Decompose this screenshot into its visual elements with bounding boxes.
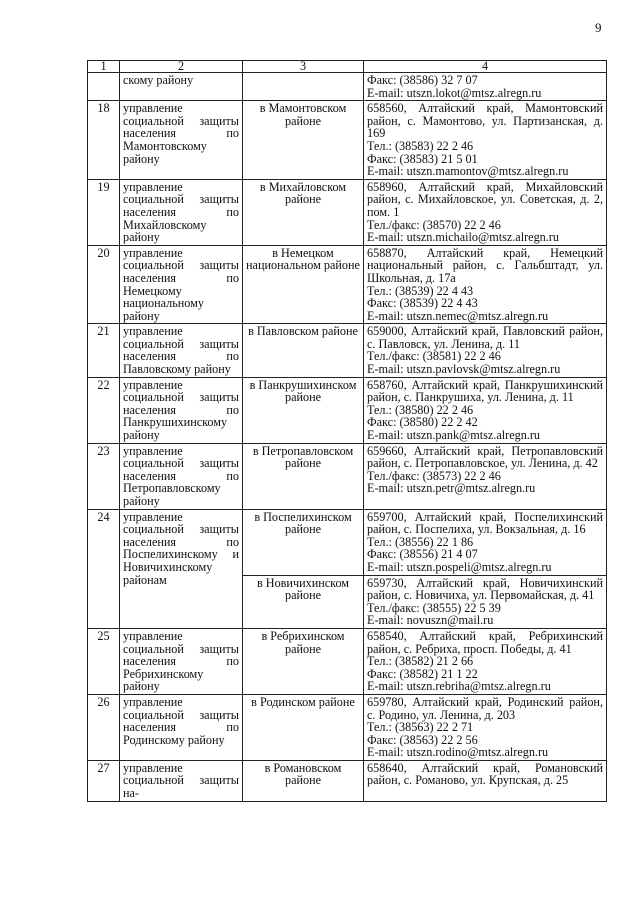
contact-details — [364, 760, 607, 801]
district-name: в Родинском районе — [243, 694, 364, 760]
row-number: 19 — [88, 179, 120, 245]
organization-name: управление социальной защиты населения по Павловскому району — [120, 324, 243, 377]
row-number: 26 — [88, 694, 120, 760]
organization-name: управление социальной защиты населения по Родинскому району — [120, 694, 243, 760]
district-name: в Панкрушихинском районе — [243, 377, 364, 443]
contact-line: 659660, Алтайский край, Петропавловский район, с. Петропавловское, ул. Ленина, д. 42 — [367, 443, 603, 471]
contact-line: 659780, Алтайский край, Родинский район, с. Родино, ул. Ленина, д. 203 — [367, 694, 603, 722]
contact-line: E-mail: utszn.pospeli@mtsz.alregn.ru — [367, 559, 552, 574]
table-row — [88, 443, 607, 509]
contact-line: E-mail: utszn.rodino@mtsz.alregn.ru — [367, 745, 549, 760]
contact-line: E-mail: utszn.mamontov@mtsz.alregn.ru — [367, 164, 569, 179]
contact-line: Тел.: (38582) 21 2 66 — [367, 654, 474, 669]
contact-line: Тел.: (38556) 22 1 86 — [367, 534, 474, 549]
contact-line: Факс: (38586) 32 7 07 — [367, 73, 478, 87]
contact-details — [364, 73, 607, 101]
contact-details — [364, 575, 607, 628]
district-name — [243, 73, 364, 101]
header-col-1: 1 — [88, 61, 120, 73]
table-row — [88, 179, 607, 245]
table-row — [88, 377, 607, 443]
contact-details — [364, 324, 607, 377]
table-row — [88, 101, 607, 180]
contact-line: E-mail: utszn.pavlovsk@mtsz.alregn.ru — [367, 362, 561, 377]
contact-line: Тел./факс: (38573) 22 2 46 — [367, 468, 501, 483]
contact-line: 659730, Алтайский край, Новичихинский район, с. Новичиха, ул. Первомайская, д. 41 — [367, 575, 603, 603]
header-col-2: 2 — [120, 61, 243, 73]
contact-line: Тел.: (38583) 22 2 46 — [367, 138, 474, 153]
district-name: в Михайловском районе — [243, 179, 364, 245]
organization-name: управление социальной защиты населения по Михайловскому району — [120, 179, 243, 245]
contact-line: Тел.: (38539) 22 4 43 — [367, 283, 474, 298]
row-number: 24 — [88, 509, 120, 628]
row-number: 25 — [88, 628, 120, 694]
organization-name: управление социальной защиты населения по Петропавловскому району — [120, 443, 243, 509]
header-col-3: 3 — [243, 61, 364, 73]
organization-name: управление социальной защиты населения по Мамонтовскому району — [120, 101, 243, 180]
contact-line: 658760, Алтайский край, Панкрушихинский район, с. Панкрушиха, ул. Ленина, д. 11 — [367, 377, 603, 405]
contact-line: 658960, Алтайский край, Михайловский район, с. Михайловское, ул. Советская, д. 2, пом. 1 — [367, 179, 603, 219]
contact-line: E-mail: novuszn@mail.ru — [367, 613, 494, 628]
organization-name: управление социальной защиты населения по Немецкому национальному району — [120, 245, 243, 324]
contact-line: Факс: (38539) 22 4 43 — [367, 296, 478, 311]
registry-table — [87, 60, 607, 802]
contact-line: 658540, Алтайский край, Ребрихинский район, с. Ребриха, просп. Победы, д. 41 — [367, 628, 603, 656]
contact-line: Факс: (38583) 21 5 01 — [367, 151, 478, 166]
contact-line: 659700, Алтайский край, Поспелихинский район, с. Поспелиха, ул. Вокзальная, д. 16 — [367, 509, 603, 537]
district-name: в Романовском районе — [243, 760, 364, 801]
contact-details — [364, 628, 607, 694]
row-number: 22 — [88, 377, 120, 443]
district-name: в Новичихинском районе — [243, 575, 364, 628]
contact-details — [364, 245, 607, 324]
row-number: 21 — [88, 324, 120, 377]
contact-line: E-mail: utszn.nemec@mtsz.alregn.ru — [367, 308, 549, 323]
contact-line: Факс: (38580) 22 2 42 — [367, 415, 478, 430]
contact-details — [364, 377, 607, 443]
contact-line: Факс: (38582) 21 1 22 — [367, 666, 478, 681]
table-row — [88, 694, 607, 760]
contact-line: 658560, Алтайский край, Мамонтовский район, с. Мамонтово, ул. Партизанская, д. 169 — [367, 101, 603, 141]
page-number: 9 — [595, 20, 602, 35]
contact-line: Факс: (38556) 21 4 07 — [367, 547, 478, 562]
row-number: 27 — [88, 760, 120, 801]
contact-line: Тел.: (38563) 22 2 71 — [367, 720, 474, 735]
organization-name: управление социальной защиты населения по Панкрушихинскому району — [120, 377, 243, 443]
contact-line: E-mail: utszn.petr@mtsz.alregn.ru — [367, 481, 536, 496]
contact-line: Тел.: (38580) 22 2 46 — [367, 402, 474, 417]
district-name: в Мамонтовском районе — [243, 101, 364, 180]
table-row — [88, 760, 607, 801]
table-row — [88, 628, 607, 694]
organization-name: управление социальной защиты населения по Ребрихинскому району — [120, 628, 243, 694]
contact-line: 658870, Алтайский край, Немецкий национальный район, с. Гальбштадт, ул. Школьная, д. 17а — [367, 245, 603, 285]
contact-line: E-mail: utszn.lokot@mtsz.alregn.ru — [367, 85, 542, 100]
contact-line: Факс: (38563) 22 2 56 — [367, 732, 478, 747]
contact-details — [364, 694, 607, 760]
contact-line: E-mail: utszn.pank@mtsz.alregn.ru — [367, 428, 540, 443]
row-number: 20 — [88, 245, 120, 324]
table-row — [88, 509, 607, 575]
organization-name: скому району — [120, 73, 243, 101]
district-name: в Ребрихинском районе — [243, 628, 364, 694]
district-name: в Петропавловском районе — [243, 443, 364, 509]
row-number — [88, 73, 120, 101]
organization-name: управление социальной защиты на- — [120, 760, 243, 801]
contact-line: 658640, Алтайский край, Романовский район, с. Романово, ул. Крупская, д. 25 — [367, 760, 603, 788]
contact-details — [364, 101, 607, 180]
organization-name: управление социальной защиты населения по Поспелихинскому и Новичихинскому районам — [120, 509, 243, 628]
contact-details — [364, 179, 607, 245]
contact-line: 659000, Алтайский край, Павловский район, с. Павловск, ул. Ленина, д. 11 — [367, 324, 603, 351]
contact-details — [364, 509, 607, 575]
contact-line: E-mail: utszn.michailo@mtsz.alregn.ru — [367, 230, 559, 245]
district-name: в Немецком национальном районе — [243, 245, 364, 324]
contact-line: Тел./факс: (38581) 22 2 46 — [367, 349, 501, 364]
table-row — [88, 324, 607, 377]
table-row — [88, 73, 607, 101]
header-col-4: 4 — [364, 61, 607, 73]
row-number: 23 — [88, 443, 120, 509]
row-number: 18 — [88, 101, 120, 180]
contact-line: E-mail: utszn.rebriha@mtsz.alregn.ru — [367, 679, 551, 694]
contact-line: Тел./факс: (38555) 22 5 39 — [367, 600, 501, 615]
header-row — [88, 61, 607, 73]
district-name: в Павловском районе — [243, 324, 364, 377]
contact-line: Тел./факс: (38570) 22 2 46 — [367, 217, 501, 232]
table-row — [88, 245, 607, 324]
district-name: в Поспелихинском районе — [243, 509, 364, 575]
contact-details — [364, 443, 607, 509]
